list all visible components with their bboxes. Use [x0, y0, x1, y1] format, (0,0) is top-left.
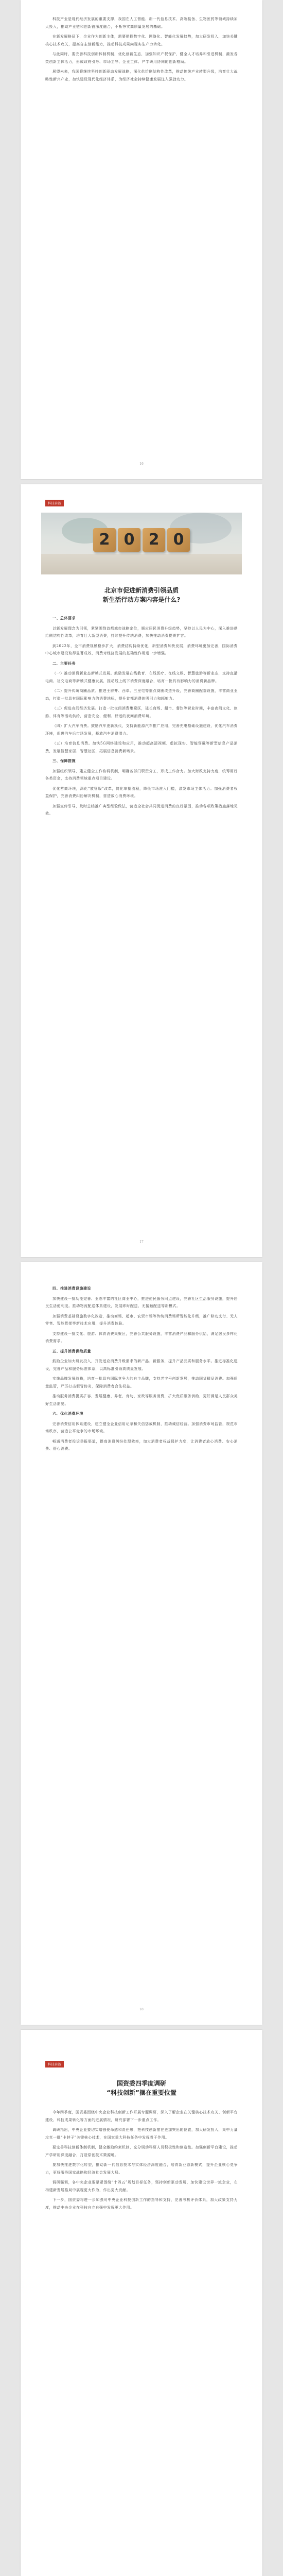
article-title-line2: “科技创新”摆在重要位置 — [107, 2089, 176, 2096]
paragraph: 加强消费基础设施数字化改造，推动商场、超市、农贸市场等传统消费场所智能化升级，推广移动支付、无人零售、智能货架等新技术应用，提升消费体验。 — [45, 1314, 238, 1326]
paragraph: 展望未来，我国将继续坚持创新驱动发展战略，深化供给侧结构性改革，推动传统产业转型升级，培育壮大战略性新兴产业，加快建设现代化经济体系，为经济社会持续健康发展注入强劲动力。 — [45, 70, 238, 81]
paragraph: 科技产业是现代经济发展的重要支撑，我国在人工智能、新一代信息技术、高端装备、生物医药等领域持续加大投入，推动产业链和创新链深度融合，不断夯实高质量发展的基础。 — [45, 17, 238, 29]
article-title-line1: 国资委四季度调研 — [116, 2080, 166, 2087]
paragraph: 加强组织领导，建立健全工作协调机制，明确各部门职责分工，形成工作合力。加大财政支持力度，统筹用好各类资金，支持消费领域重点项目建设。 — [45, 769, 238, 781]
section-tag: 科技前沿 — [45, 2061, 64, 2067]
paragraph: 以新发展理念为引领，紧紧围绕首都城市战略定位，顺应居民消费升级趋势，坚持以人民为中心，深入推进供给侧结构性改革，培育壮大新型消费，持续提升传统消费，加快推动消费提质扩容。 — [45, 626, 238, 638]
paragraph: 到2022年，全市消费规模稳步扩大，消费结构持续优化，新型消费加快发展，消费环境更加完善，国际消费中心城市建设取得显著成效，消费对经济发展的基础性作用进一步增强。 — [45, 643, 238, 655]
paragraph: （五）培育信息消费。加快5G网络建设和应用，推动超高清视频、虚拟现实、智能穿戴等新型信息产品消费，发展智慧家居、智慧社区，拓展信息消费新场景。 — [45, 741, 238, 753]
section-heading: 二、主要任务 — [52, 660, 76, 666]
cube-digit: 0 — [167, 528, 190, 552]
page-number: 17 — [139, 1240, 144, 1244]
section-heading: 四、推进消费设施建设 — [52, 1286, 91, 1291]
paragraph: （一）推动消费新业态新模式发展。鼓励发展在线教育、在线医疗、在线文娱、智慧旅游等新业态，支持直播电商、社交电商等新模式健康发展，推动线上线下消费深度融合，培育一批具有影响力的消费新品牌。 — [45, 671, 238, 683]
paragraph: 鼓励企业加大研发投入，开发适应消费升级需求的新产品、新服务，提升产品品质和服务水平。推进标准化建设，完善产品和服务标准体系，以高标准引领高质量发展。 — [45, 1359, 238, 1371]
cube-digit: 0 — [118, 528, 140, 552]
paragraph: 优化营商环境，深化“放管服”改革，简化审批流程，降低市场准入门槛，激发市场主体活力。加强消费者权益保护，完善消费纠纷解决机制，营造放心消费环境。 — [45, 786, 238, 798]
page-number: 18 — [139, 2008, 144, 2011]
document-page-4 — [21, 2030, 262, 2576]
section-tag: 科技前沿 — [45, 500, 64, 506]
paragraph: 今年四季度，国资委围绕中央企业科技创新工作开展专题调研，深入了解企业在关键核心技术攻关、创新平台建设、科技成果转化等方面的进展情况，研究部署下一步重点工作。 — [45, 2110, 238, 2122]
paragraph: 下一步，国资委将进一步加强对中央企业科技创新工作的指导和支持，完善考核评价体系，加大政策支持力度，推动中央企业在科技自立自强中发挥更大作用。 — [45, 2198, 238, 2210]
paragraph: 实施品牌发展战略，培育一批具有国际竞争力的自主品牌，支持老字号创新发展，推动国货精品消费。加强质量监管，严厉打击假冒伪劣，保障消费者合法权益。 — [45, 1377, 238, 1388]
page-number: 16 — [139, 462, 144, 466]
cube-digit: 2 — [143, 528, 165, 552]
paragraph: 在新发展格局下，企业作为创新主体，需要把握数字化、网络化、智能化发展趋势，加大研发投入，加快关键核心技术攻关，提高自主创新能力，推动科技成果向现实生产力转化。 — [45, 35, 238, 46]
paragraph: 要加快推进数字化转型，推动新一代信息技术与实体经济深度融合，培育新业态新模式，提升企业核心竞争力，更好服务国家战略和经济社会发展大局。 — [45, 2163, 238, 2175]
document-page-3 — [21, 1262, 262, 2025]
paragraph: 推动服务消费提质扩容，发展健康、养老、育幼、家政等服务消费，扩大优质服务供给，更好满足人民群众美好生活需要。 — [45, 1394, 238, 1406]
paragraph: 与此同时，要完善科技创新体制机制，优化创新生态，加强知识产权保护，健全人才培养和引进机制，激发各类创新主体活力，形成政府引导、市场主导、企业主体、产学研用协同的创新格局。 — [45, 52, 238, 64]
paragraph: 完善消费信用体系建设，建立健全企业信用记录和失信惩戒机制，推动诚信经营。加强消费市场监管，规范市场秩序，营造公平竞争的市场环境。 — [45, 1421, 238, 1433]
paragraph: 加快建设一批功能完善、业态丰富的社区商业中心，推进便民服务网点建设，完善社区生活服务设施，提升居民生活便利度。推动物流配送体系建设，发展即时配送、无接触配送等新模式。 — [45, 1296, 238, 1308]
document-page-1 — [21, 0, 262, 479]
hero-image — [41, 513, 242, 574]
cube-digit: 2 — [93, 528, 116, 552]
article-title-line2: 新生活行动方案内容是什么? — [102, 596, 181, 603]
paragraph: 调研指出，中央企业要切实增强使命感和责任感，把科技创新摆在更加突出的位置，加大研发投入，集中力量攻克一批“卡脖子”关键核心技术，在国家重大科技任务中发挥骨干作用。 — [45, 2128, 238, 2140]
section-heading: 一、总体要求 — [52, 616, 76, 620]
wooden-cubes — [41, 528, 242, 552]
paragraph: 支持建设一批文化、旅游、体育消费集聚区，完善公共服务设施，丰富消费产品和服务供给，满足居民多样化消费需求。 — [45, 1331, 238, 1343]
paragraph: （二）提升传统商圈品质。推进王府井、西单、三里屯等重点商圈改造升级，完善商圈配套设施，丰富商业业态，打造一批具有国际影响力的消费地标，提升首都消费的吸引力和辐射力。 — [45, 689, 238, 701]
paragraph: （四）扩大汽车消费。鼓励汽车更新换代，支持新能源汽车推广应用，完善充电基础设施建设，优化汽车消费环境，促进汽车后市场发展，释放汽车消费潜力。 — [45, 724, 238, 736]
document-page-2 — [21, 484, 262, 1257]
paragraph: 调研强调，各中央企业要紧紧围绕“十四五”规划目标任务，坚持创新驱动发展，加快建设世界一流企业，在构建新发展格局中展现更大作为，作出更大贡献。 — [45, 2180, 238, 2192]
paragraph: 加强宣传引导，及时总结推广典型经验做法，营造全社会共同促进消费的良好氛围，推动各项政策措施落地见效。 — [45, 804, 238, 816]
section-heading: 三、保障措施 — [52, 758, 76, 763]
section-heading: 六、优化消费环境 — [52, 1411, 83, 1416]
paragraph: （三）促进夜间经济发展。打造一批夜间消费集聚区，延长商场、超市、餐饮等营业时间，丰富夜间文化、旅游、体育等活动供给，营造安全、便利、舒适的夜间消费环境。 — [45, 706, 238, 718]
article-title-line1: 北京市促进新消费引领品质 — [104, 587, 179, 594]
paragraph: 要完善科技创新体制机制，健全激励约束机制，充分调动科研人员积极性和创造性。加强创新平台建设，推动产学研用深度融合，打造原创技术策源地。 — [45, 2145, 238, 2157]
section-heading: 五、提升消费供给质量 — [52, 1348, 91, 1353]
paragraph: 畅通消费者投诉举报渠道，提高消费纠纷处理效率，加大消费者权益保护力度，让消费者放心消费、安心消费、舒心消费。 — [45, 1439, 238, 1451]
